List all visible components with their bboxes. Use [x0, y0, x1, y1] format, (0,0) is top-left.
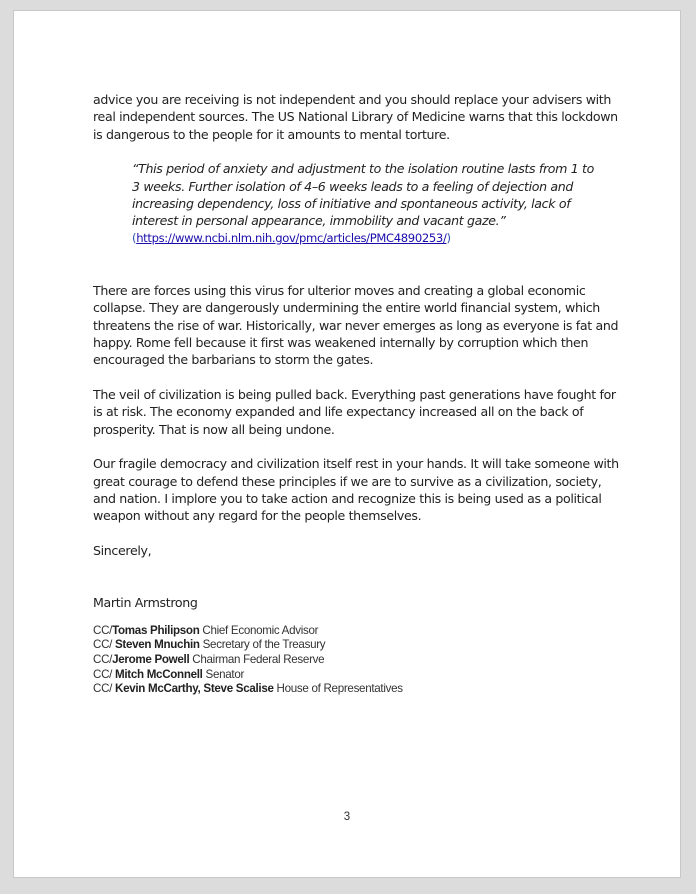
quote-citation: [132, 230, 623, 246]
cc-title: Senator: [202, 667, 245, 681]
cc-line: [93, 668, 623, 683]
cc-list: [93, 624, 623, 698]
cc-prefix: CC/: [93, 638, 115, 652]
citation-paren-close: ): [446, 230, 451, 245]
signoff: Sincerely,: [93, 542, 152, 558]
document-page: [13, 10, 681, 878]
author-name: Martin Armstrong: [93, 595, 198, 611]
page-number: 3: [343, 811, 351, 823]
cc-title: Chairman Federal Reserve: [189, 652, 325, 666]
cc-prefix: CC/: [93, 623, 113, 637]
cc-prefix: CC/: [93, 652, 113, 666]
cc-line: [93, 638, 623, 653]
citation-paren-open: (: [132, 230, 137, 245]
cc-prefix: CC/: [93, 682, 115, 696]
cc-title: Secretary of the Treasury: [199, 638, 326, 652]
cc-name: Steven Mnuchin: [115, 638, 200, 652]
cc-line: [93, 682, 623, 697]
block-quote: “This period of anxiety and adjustment to the isolation routine lasts from 1 to 3 weeks. Further isolation of 4–6 weeks leads to a feeling of dejection and increasing dependency, loss of initiative and spontaneous activity, lack of interest in personal appearance, immobility and vacant gaze.”: [132, 161, 594, 229]
paragraph-democracy: Our fragile democracy and civilization itself rest in your hands. It will take someone with great courage to defend these principles if we are to survive as a civilization, society, and nation. I implore you to take action and recognize this is being used as a political weapon without any regard for the people themselves.: [93, 456, 619, 524]
cc-name: Mitch McConnell: [115, 667, 203, 681]
cc-line: [93, 624, 623, 639]
citation-link[interactable]: https://www.ncbi.nlm.nih.gov/pmc/articles/PMC4890253/: [136, 230, 447, 245]
page-content: [93, 91, 623, 697]
paragraph-advice: advice you are receiving is not independent and you should replace your advisers with real independent sources. The US National Library of Medicine warns that this lockdown is dangerous to the people for it amounts to mental torture.: [93, 92, 618, 142]
cc-name: Tomas Philipson: [112, 623, 200, 637]
cc-name: Kevin McCarthy, Steve Scalise: [115, 682, 274, 696]
cc-title: Chief Economic Advisor: [199, 623, 319, 637]
cc-line: [93, 653, 623, 668]
cc-name: Jerome Powell: [112, 652, 190, 666]
cc-prefix: CC/: [93, 667, 115, 681]
paragraph-veil: The veil of civilization is being pulled back. Everything past generations have fought for is at risk. The economy expanded and life expectancy increased all on the back of prosperity. That is now all being undone.: [93, 386, 616, 437]
paragraph-forces: There are forces using this virus for ulterior moves and creating a global economic collapse. They are dangerously undermining the entire world financial system, which threatens the rise of war. Historically, war never emerges as long as everyone is fat and happy. Rome fell because it first was weakened internally by corruption which then encouraged the barbarians to storm the gates.: [93, 282, 619, 368]
cc-title: House of Representatives: [273, 682, 403, 696]
